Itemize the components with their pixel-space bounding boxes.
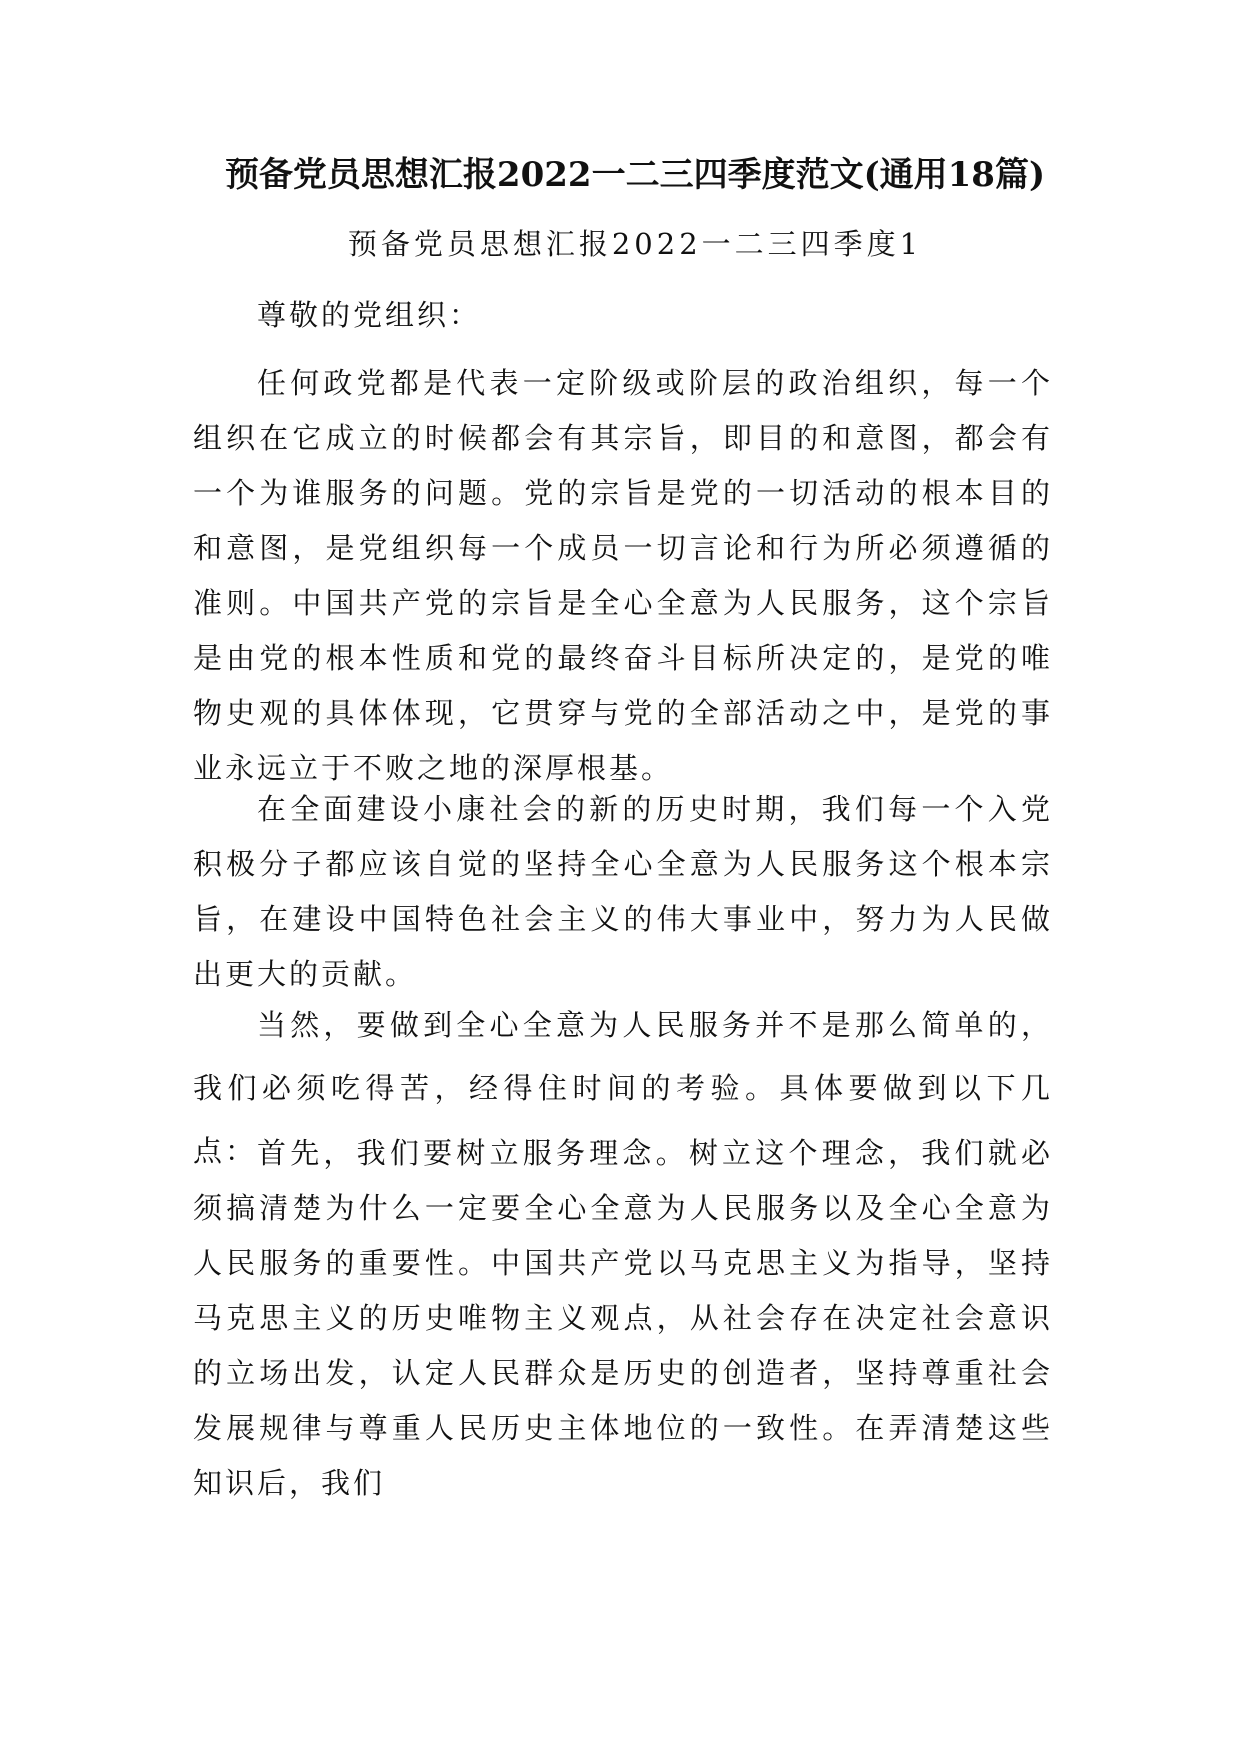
paragraph: 任何政党都是代表一定阶级或阶层的政治组织，每一个组织在它成立的时候都会有其宗旨，即目的和意图，都会有一个为谁服务的问题。党的宗旨是党的一切活动的根本目的和意图，是党组织每一个成员一切言论和行为所必须遵循的准则。中国共产党的宗旨是全心全意为人民服务，这个宗旨是由党的根本性质和党的最终奋斗目标所决定的，是党的唯物史观的具体体现，它贯穿与党的全部活动之中，是党的事业永远立于不败之地的深厚根基。 (193, 366, 1053, 785)
paragraph: 首先，我们要树立服务理念。树立这个理念，我们就必须搞清楚为什么一定要全心全意为人民服务以及全心全意为人民服务的重要性。中国共产党以马克思主义为指导，坚持马克思主义的历史唯物主义观点，从社会存在决定社会意识的立场出发，认定人民群众是历史的创造者，坚持尊重社会发展规律与尊重人民历史主体地位的一致性。在弄清楚这些知识后，我们 (193, 1136, 1053, 1500)
paragraph: 当然，要做到全心全意为人民服务并不是那么简单的，我们必须吃得苦，经得住时间的考验。具体要做到以下几点： (193, 1008, 1053, 1168)
document-subtitle: 预备党员思想汇报2022一二三四季度1 (347, 227, 923, 261)
document-title: 预备党员思想汇报2022一二三四季度范文(通用18篇) (224, 155, 1046, 195)
paragraph: 在全面建设小康社会的新的历史时期，我们每一个入党积极分子都应该自觉的坚持全心全意为人民服务这个根本宗旨，在建设中国特色社会主义的伟大事业中，努力为人民做出更大的贡献。 (193, 792, 1053, 991)
salutation: 尊敬的党组织： (257, 298, 482, 332)
